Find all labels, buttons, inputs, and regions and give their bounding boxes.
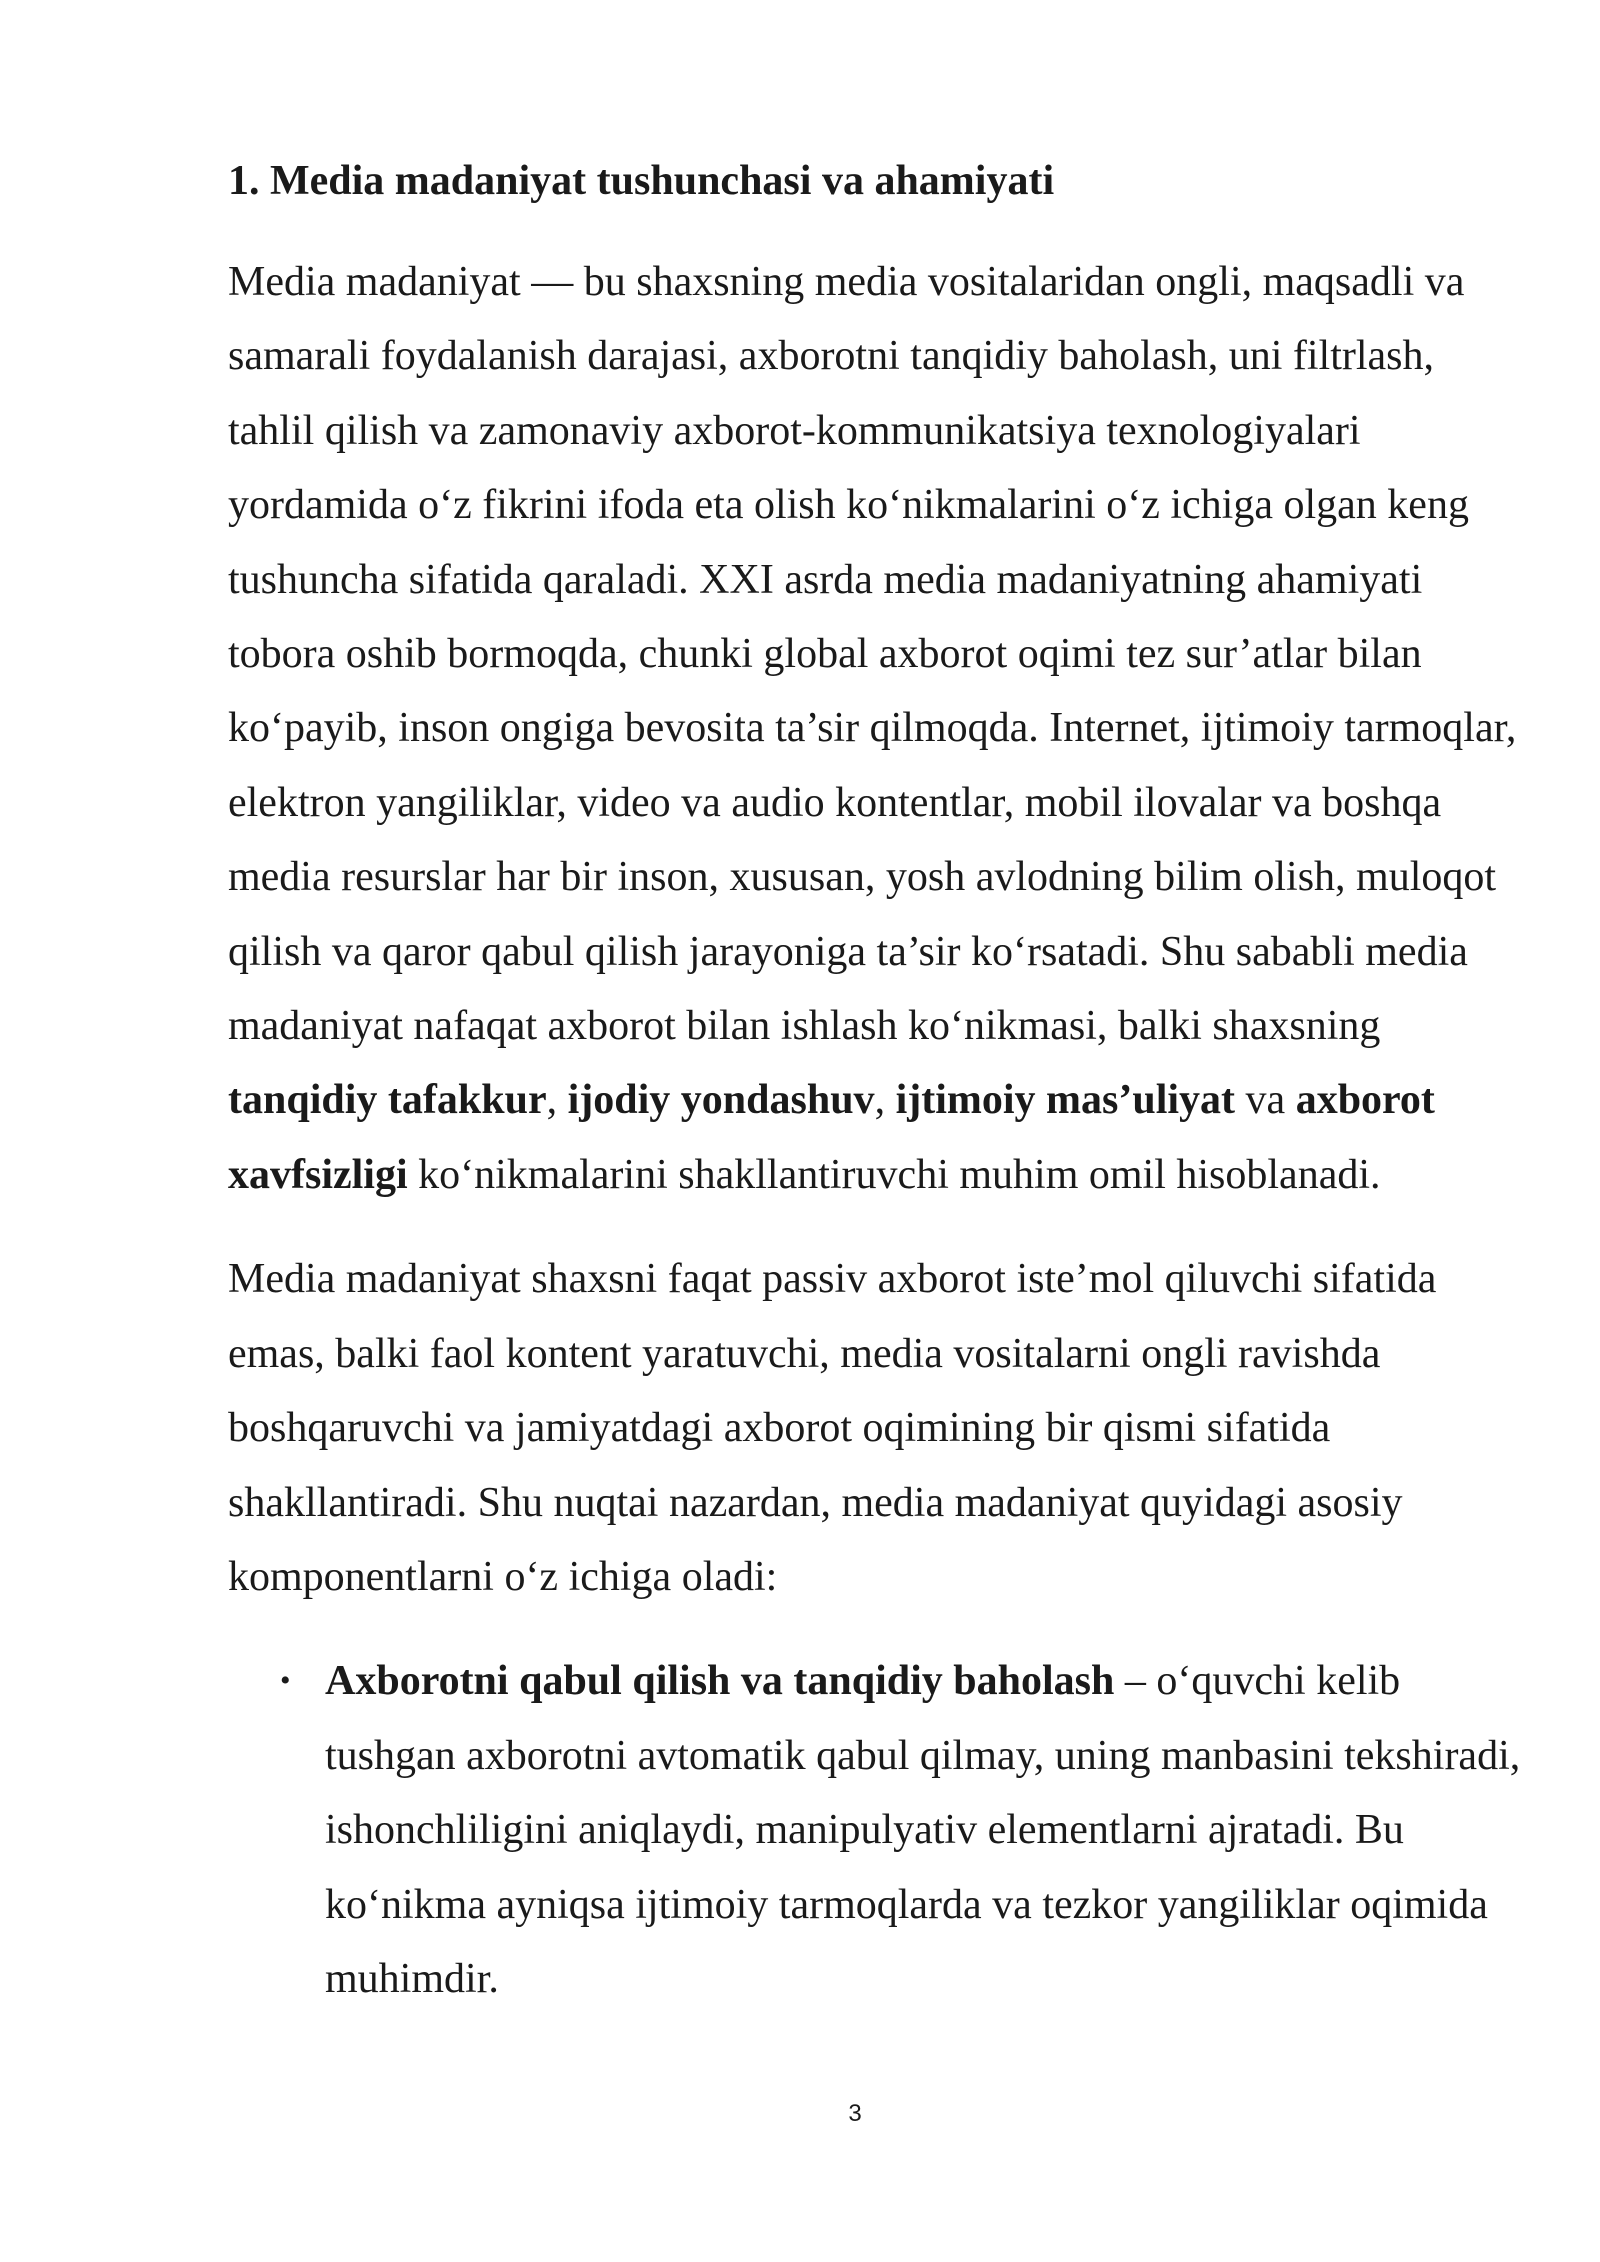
paragraph-text: ,: [874, 1077, 896, 1124]
paragraph-text: ,: [546, 1077, 568, 1124]
paragraph-text: ko‘nikmalarini shakllantiruvchi muhim omil hisoblanadi.: [407, 1151, 1381, 1198]
components-list: [228, 1644, 1528, 2016]
bullet-icon: •: [280, 1664, 291, 1698]
page-content: [228, 145, 1528, 2016]
bold-term-critical-thinking: tanqidiy tafakkur: [228, 1077, 547, 1124]
bold-term-creative-approach: ijodiy yondashuv: [567, 1077, 875, 1124]
list-item-text: – o‘quvchi kelib tushgan axborotni avtomatik qabul qilmay, uning manbasini tekshiradi, ishonchliligini aniqlaydi, manipulyativ elementlarni ajratadi. Bu ko‘nikma ayniqsa ijtimoiy tarmoqlarda va tezkor yangiliklar oqimida muhimdir.: [325, 1658, 1521, 2002]
page-number: 3: [848, 2100, 862, 2127]
bold-term-social-responsibility: ijtimoiy mas’uliyat: [895, 1077, 1236, 1124]
paragraph-text: Media madaniyat — bu shaxsning media vositalaridan ongli, maqsadli va samarali foydalanish darajasi, axborotni tanqidiy baholash, uni filtrlash, tahlil qilish va zamonaviy axborot-kommunikatsiya texnologiyalari yordamida o‘z fikrini ifoda eta olish ko‘nikmalarini o‘z ichiga olgan keng tushuncha sifatida qaraladi. XXI asrda media madaniyatning ahamiyati tobora oshib bormoqda, chunki global axborot oqimi tez sur’atlar bilan ko‘payib, inson ongiga bevosita ta’sir qilmoqda. Internet, ijtimoiy tarmoqlar, elektron yangiliklar, video va audio kontentlar, mobil ilovalar va boshqa media resurslar har bir inson, xususan, yosh avlodning bilim olish, muloqot qilish va qaror qabul qilish jarayoniga ta’sir ko‘rsatadi. Shu sababli media madaniyat nafaqat axborot bilan ishlash ko‘nikmasi, balki shaxsning: [228, 259, 1517, 1050]
paragraph-text: va: [1235, 1077, 1296, 1124]
list-item-title: Axborotni qabul qilish va tanqidiy baholash: [325, 1658, 1115, 1705]
section-heading: 1. Media madaniyat tushunchasi va ahamiyati: [228, 158, 1055, 204]
list-item: [228, 1644, 1528, 2016]
bold-term-information-security: axborot xavfsizligi: [228, 1077, 1435, 1198]
paragraph-media-components: Media madaniyat shaxsni faqat passiv axborot iste’mol qiluvchi sifatida emas, balki faol kontent yaratuvchi, media vositalarni ongli ravishda boshqaruvchi va jamiyatdagi axborot oqimining bir qismi sifatida shakllantiradi. Shu nuqtai nazardan, media madaniyat quyidagi asosiy komponentlarni o‘z ichiga oladi:: [228, 1256, 1437, 1600]
paragraph-media-definition: [228, 245, 1528, 1212]
